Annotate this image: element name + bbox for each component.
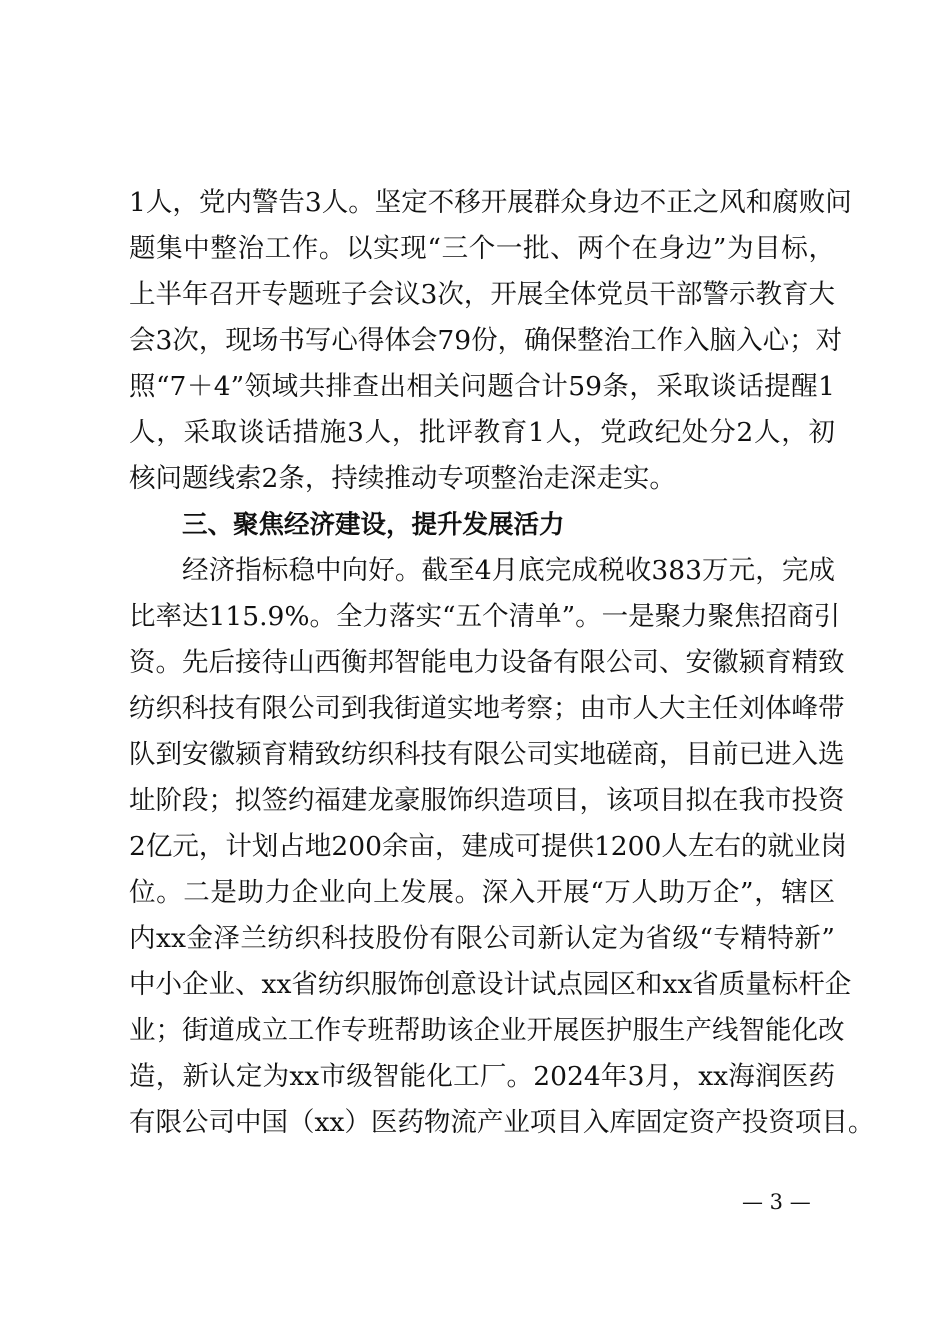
text-line: 资。先后接待山西衡邦智能电力设备有限公司、安徽颍育精致	[129, 647, 845, 678]
text-line: 内xx金泽兰纺织科技股份有限公司新认定为省级“专精特新”	[129, 923, 835, 954]
text-line: 造，新认定为xx市级智能化工厂。2024年3月，xx海润医药	[129, 1061, 835, 1092]
text-line: 有限公司中国（xx）医药物流产业项目入库固定资产投资项目。	[129, 1107, 875, 1138]
text-line: 址阶段；拟签约福建龙豪服饰织造项目，该项目拟在我市投资	[129, 785, 845, 816]
page-number: — 3 —	[742, 1190, 811, 1214]
text-line: 上半年召开专题班子会议3次，开展全体党员干部警示教育大	[129, 279, 835, 310]
text-line: 照“7＋4”领域共排查出相关问题合计59条，采取谈话提醒1	[129, 371, 835, 402]
text-line: 人，采取谈话措施3人，批评教育1人，党政纪处分2人，初	[129, 417, 835, 448]
text-line: 纺织科技有限公司到我街道实地考察；由市人大主任刘体峰带	[129, 693, 845, 724]
text-line: 2亿元，计划占地200余亩，建成可提供1200人左右的就业岗	[129, 831, 847, 862]
section-heading: 三、聚焦经济建设，提升发展活力	[182, 510, 565, 540]
text-line: 核问题线索2条，持续推动专项整治走深走实。	[129, 463, 676, 494]
text-line: 会3次，现场书写心得体会79份，确保整治工作入脑入心；对	[129, 325, 843, 356]
text-line: 题集中整治工作。以实现“三个一批、两个在身边”为目标，	[129, 233, 835, 264]
body-text	[129, 180, 875, 1146]
text-line: 1人，党内警告3人。坚定不移开展群众身边不正之风和腐败问	[129, 187, 852, 218]
text-line: 比率达115.9%。全力落实“五个清单”。一是聚力聚焦招商引	[129, 601, 841, 632]
text-line: 队到安徽颍育精致纺织科技有限公司实地磋商，目前已进入选	[129, 739, 845, 770]
text-line: 位。二是助力企业向上发展。深入开展“万人助万企”，辖区	[129, 877, 835, 908]
text-line: 中小企业、xx省纺织服饰创意设计试点园区和xx省质量标杆企	[129, 969, 852, 1000]
text-line: 业；街道成立工作专班帮助该企业开展医护服生产线智能化改	[129, 1015, 845, 1046]
text-line: 经济指标稳中向好。截至4月底完成税收383万元，完成	[182, 555, 835, 586]
